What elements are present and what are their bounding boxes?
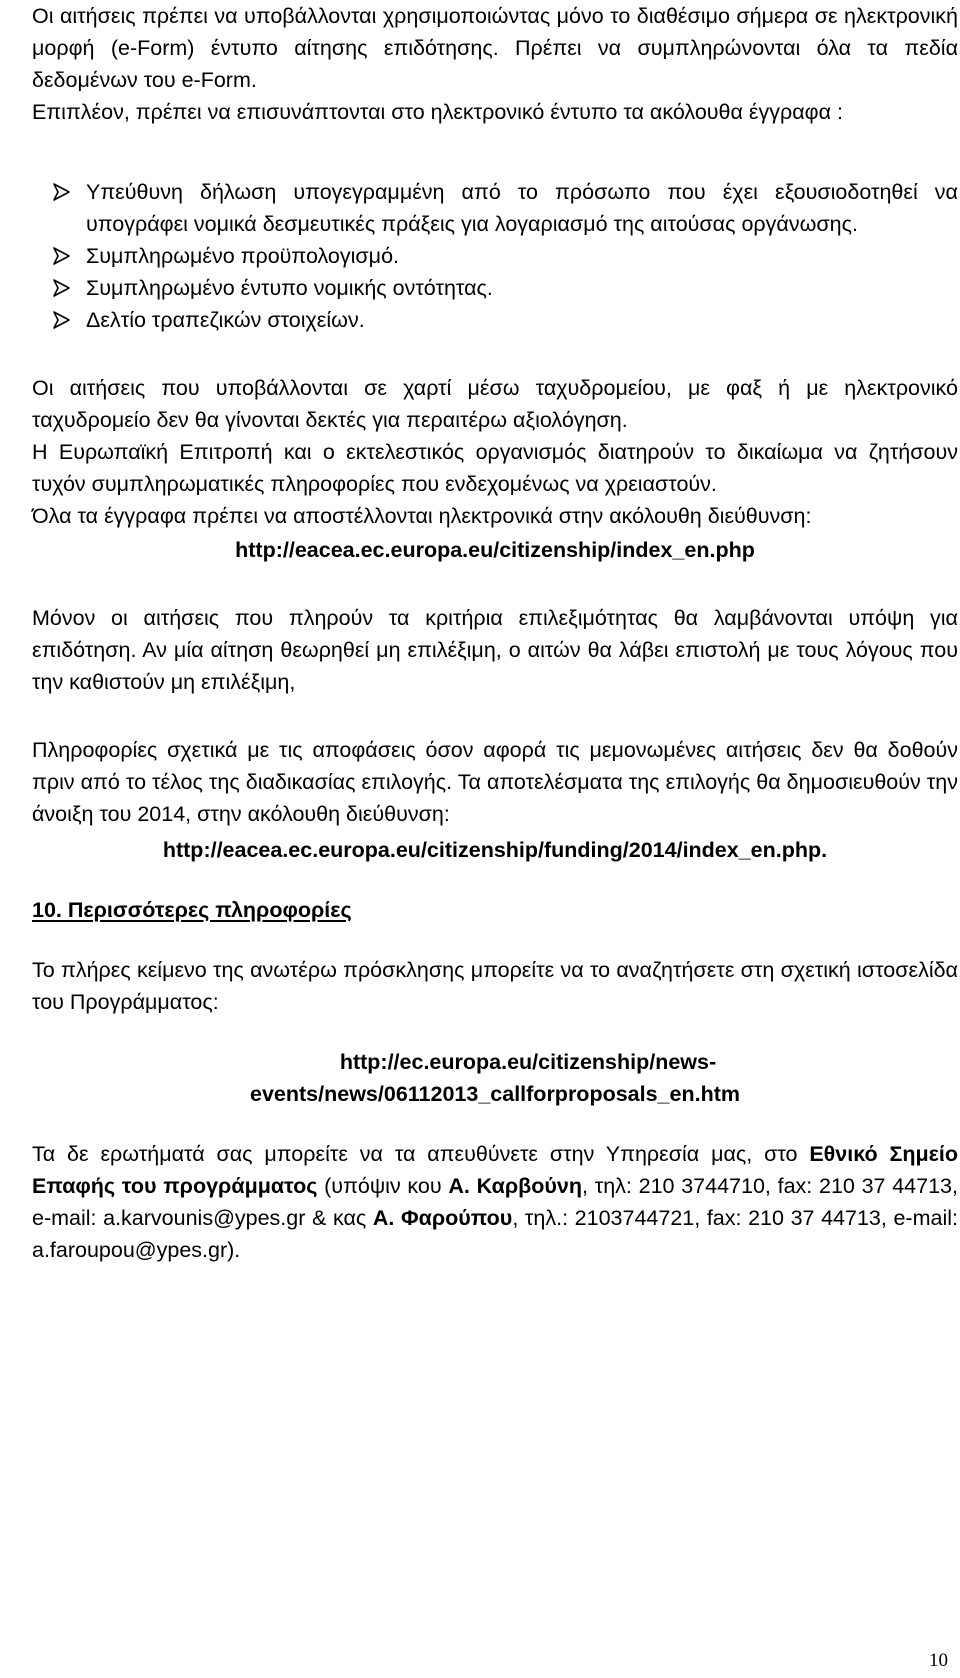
page-number: 10 <box>929 1650 948 1671</box>
contact-person-faroupou: Α. Φαρούπου <box>372 1206 513 1230</box>
list-item <box>32 272 958 304</box>
arrow-bullet-icon <box>52 176 72 208</box>
contact-person-karvounis: Α. Καρβούνη <box>448 1174 583 1198</box>
contact-national-point: Εθνικό Σημείο Επαφής του προγράμματος <box>32 1142 958 1198</box>
link-eacea-citizenship[interactable]: http://eacea.ec.europa.eu/citizenship/index_en.php <box>235 538 755 562</box>
list-item-text: Συμπληρωμένο προϋπολογισμό. <box>86 244 399 268</box>
paragraph-eform-requirement: Οι αιτήσεις πρέπει να υποβάλλονται χρησιμοποιώντας μόνο το διαθέσιμο σήμερα σε ηλεκτρονική μορφή (e-Form) έντυπο αίτησης επιδότησης. Πρέπει να συμπληρώνονται όλα τα πεδία δεδομένων του e-Form. <box>32 4 958 92</box>
arrow-bullet-icon <box>52 240 72 272</box>
arrow-bullet-icon <box>52 304 72 336</box>
list-item-text: Δελτίο τραπεζικών στοιχείων. <box>86 308 365 332</box>
link-call-for-proposals[interactable] <box>32 1046 958 1078</box>
paragraph-full-text: Το πλήρες κείμενο της ανωτέρω πρόσκλησης μπορείτε να το αναζητήσετε στη σχετική ιστοσελίδα του Προγράμματος: <box>32 958 958 1014</box>
paragraph-send-electronically: Όλα τα έγγραφα πρέπει να αποστέλλονται ηλεκτρονικά στην ακόλουθη διεύθυνση: <box>32 504 812 528</box>
contact-text: , τηλ: 210 3744710, fax: 210 37 44713, e-mail: a.karvounis@ypes.gr & κας <box>32 1174 958 1230</box>
contact-text: , τηλ.: 2103744721, fax: 210 37 44713, e-mail: a.faroupou@ypes.gr). <box>32 1206 958 1262</box>
paragraph-eligibility: Μόνον οι αιτήσεις που πληρούν τα κριτήρια επιλεξιμότητας θα λαμβάνονται υπόψη για επιδότηση. Αν μία αίτηση θεωρηθεί μη επιλέξιμη, ο αιτών θα λάβει επιστολή με τους λόγους που την καθιστούν μη επιλέξιμη, <box>32 606 958 694</box>
list-item-text: Συμπληρωμένο έντυπο νομικής οντότητας. <box>86 276 493 300</box>
list-item <box>32 176 958 240</box>
list-item <box>32 304 958 336</box>
arrow-bullet-icon <box>52 272 72 304</box>
contact-text: (υπόψιν κου <box>317 1174 449 1198</box>
list-item-text: Υπεύθυνη δήλωση υπογεγραμμένη από το πρόσωπο που έχει εξουσιοδοτηθεί να υπογράφει νομικά δεσμευτικές πράξεις για λογαριασμό της αιτούσας οργάνωσης. <box>86 180 958 236</box>
document-page <box>32 0 958 1266</box>
paragraph-attachments-intro: Επιπλέον, πρέπει να επισυνάπτονται στο ηλεκτρονικό έντυπο τα ακόλουθα έγγραφα : <box>32 100 843 124</box>
list-item <box>32 240 958 272</box>
attachments-list <box>32 176 958 336</box>
paragraph-selection-results: Πληροφορίες σχετικά με τις αποφάσεις όσον αφορά τις μεμονωμένες αιτήσεις δεν θα δοθούν πριν από το τέλος της διαδικασίας επιλογής. Τα αποτελέσματα της επιλογής θα δημοσιευθούν την άνοιξη του 2014, στην ακόλουθη διεύθυνση: <box>32 738 958 826</box>
link-call-for-proposals-line-2[interactable]: events/news/06112013_callforproposals_en.htm <box>250 1082 740 1106</box>
paragraph-commission-rights: Η Ευρωπαϊκή Επιτροπή και ο εκτελεστικός οργανισμός διατηρούν το δικαίωμα να ζητήσουν τυχόν συμπληρωματικές πληροφορίες που ενδεχομένως να χρειαστούν. <box>32 440 958 496</box>
section-heading: 10. Περισσότερες πληροφορίες <box>32 898 352 922</box>
contact-text: Τα δε ερωτήματά σας μπορείτε να τα απευθύνετε στην Υπηρεσία μας, στο <box>32 1142 810 1166</box>
link-line-1: http://ec.europa.eu/citizenship/news- <box>339 1050 717 1074</box>
link-eacea-funding-2014[interactable]: http://eacea.ec.europa.eu/citizenship/funding/2014/index_en.php. <box>162 838 828 862</box>
paragraph-paper-submissions: Οι αιτήσεις που υποβάλλονται σε χαρτί μέσω ταχυδρομείου, με φαξ ή με ηλεκτρονικό ταχυδρομείο δεν θα γίνονται δεκτές για περαιτέρω αξιολόγηση. <box>32 376 958 432</box>
paragraph-contact <box>32 1138 958 1266</box>
